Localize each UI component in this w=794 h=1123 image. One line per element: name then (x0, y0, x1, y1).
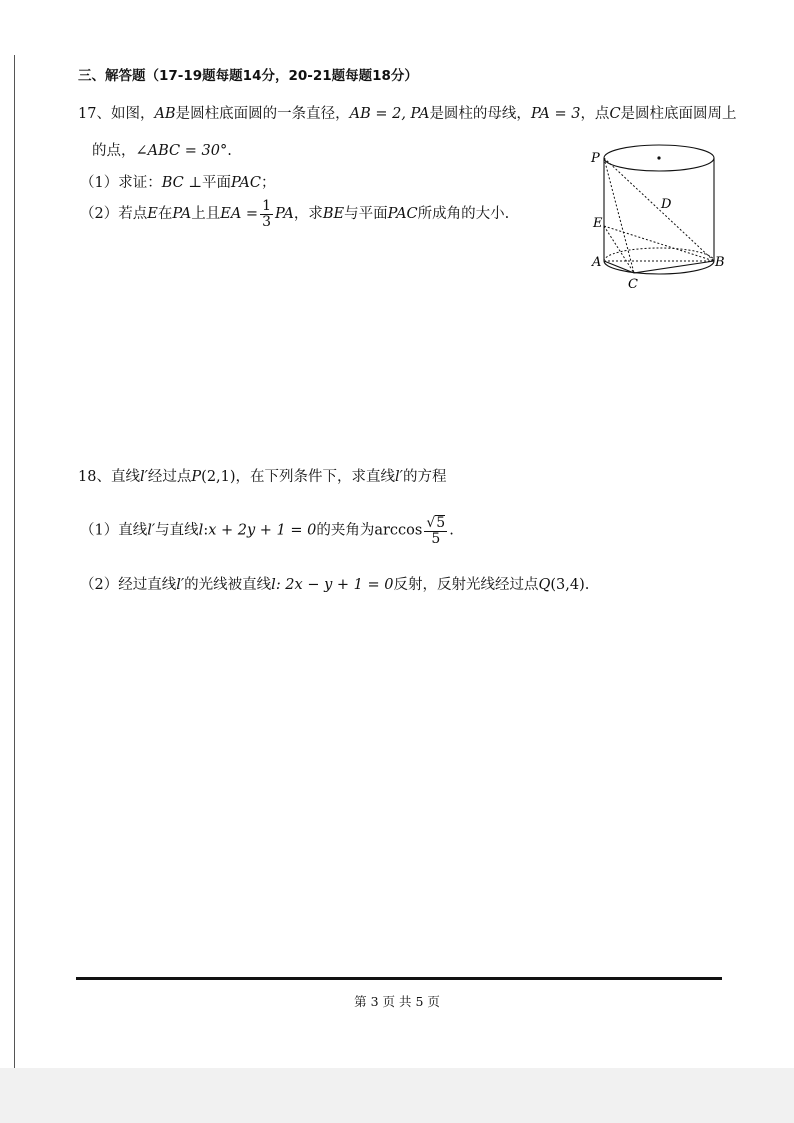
q17-line2: 的点，∠ABC = 30°. (92, 143, 232, 159)
q18-part1: （1）直线l′与直线l:x + 2y + 1 = 0的夹角为arccos $\frac{√5}{5}$ . (80, 515, 454, 547)
label-B: B (715, 255, 725, 270)
construction-lines (604, 158, 714, 273)
page-left-border (14, 55, 15, 1070)
segment-AC (604, 261, 634, 273)
q18-number: 18 (78, 469, 97, 485)
q17-line1: 17、如图，AB是圆柱底面圆的一条直径，AB = 2, PA是圆柱的母线，PA = 3，点C是圆柱底面圆周上 (78, 106, 737, 122)
label-C: C (628, 277, 638, 292)
top-center-dot (657, 156, 660, 159)
segment-CB (634, 261, 714, 273)
q17-number: 17 (78, 106, 97, 122)
q17-part2: （2）若点E在PA上且EA = $\frac{1}{3}$ PA，求BE与平面PAC所成角的大小. (80, 198, 510, 230)
label-D: D (661, 197, 672, 212)
label-E: E (593, 216, 603, 231)
label-P: P (591, 151, 600, 166)
q18-line1: 18、直线l′经过点P(2,1)，在下列条件下，求直线l′的方程 (78, 469, 447, 485)
q17-part1: （1）求证：BC ⊥平面PAC； (80, 175, 276, 191)
cylinder-figure (588, 136, 738, 294)
q18-part2: （2）经过直线l′的光线被直线l: 2x − y + 1 = 0反射，反射光线经过点Q(3,4). (80, 577, 590, 593)
fraction-one-third: $\frac{1}{3}$ (262, 198, 271, 230)
label-A: A (592, 255, 602, 270)
page-number: 第 3 页 共 5 页 (354, 994, 440, 1009)
fraction-sqrt5-over-5: $\frac{√5}{5}$ (426, 515, 446, 547)
section-title: 三、解答题（17-19题每题14分，20-21题每题18分） (78, 68, 418, 84)
cylinder-bottom-back (604, 248, 714, 261)
footer-rule (76, 977, 722, 980)
page-bottom-margin (0, 1068, 794, 1123)
